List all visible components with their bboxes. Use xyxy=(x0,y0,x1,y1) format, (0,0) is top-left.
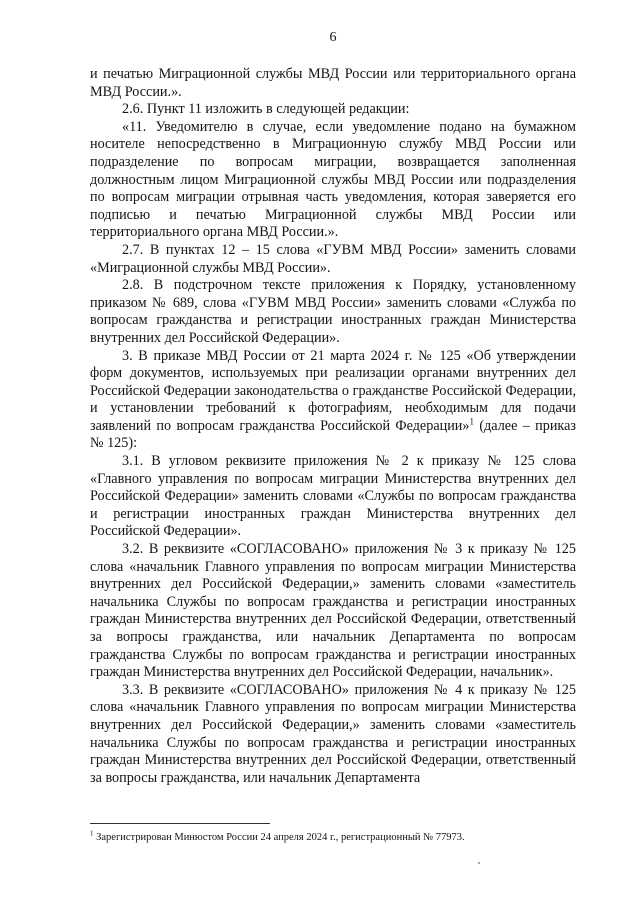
footnote-divider xyxy=(90,823,270,824)
footnote-mark: 1 xyxy=(90,829,94,838)
paragraph-quoted-item-11: «11. Уведомителю в случае, если уведомление подано на бумажном носителе непосредственно в Миграционную службу МВД России или подразделение по вопросам миграции, возвращается заполненная должностным лицом Миграционной службы МВД России или подразделения по вопросам миграции отрывная часть уведомления, которая заверяется его подписью и печатью Миграционной службы МВД России или территориального органа МВД России.». xyxy=(90,118,576,241)
footnote-reference: 1 xyxy=(469,416,474,427)
footnote-text: Зарегистрирован Минюстом России 24 апреля 2024 г., регистрационный № 77973. xyxy=(93,832,465,843)
paragraph-3 xyxy=(90,348,576,454)
scan-speck xyxy=(478,862,480,864)
page-number: 6 xyxy=(329,30,337,45)
paragraph-3-3: 3.3. В реквизите «СОГЛАСОВАНО» приложения № 4 к приказу № 125 слова «начальник Главного управления по вопросам миграции Министерства внутренних дел Российской Федерации,» заменить словами «заместитель начальника Службы по вопросам гражданства и регистрации иностранных граждан Министерства внутренних дел Российской Федерации, ответственный за вопросы гражданства, или начальник Департамента xyxy=(90,681,576,786)
paragraph-2-8: 2.8. В подстрочном тексте приложения к Порядку, установленному приказом № 689, слова «ГУВМ МВД России» заменить словами «Служба по вопросам гражданства и регистрации иностранных граждан Министерства внутренних дел Российской Федерации». xyxy=(90,277,576,346)
paragraph-2-7: 2.7. В пунктах 12 – 15 слова «ГУВМ МВД России» заменить словами «Миграционной службы МВД России». xyxy=(90,241,576,276)
footnote-area xyxy=(90,823,576,844)
paragraph-3-text: 3. В приказе МВД России от 21 марта 2024 г. № 125 «Об утверждении форм документов, используемых при реализации органами внутренних дел Российской Федерации законодательства о гражданстве Российской Федерации, и установлении требований к фотографиям, необходимым для подачи заявлений по вопросам гражданства Российской Федерации» xyxy=(90,347,576,434)
footnote xyxy=(90,831,576,844)
paragraph-3-tail: (далее – приказ № 125): xyxy=(90,417,577,452)
paragraph-3-1: 3.1. В угловом реквизите приложения № 2 к приказу № 125 слова «Главного управления по вопросам миграции Министерства внутренних дел Российской Федерации» заменить словами «Службы по вопросам гражданства и регистрации иностранных граждан Министерства внутренних дел Российской Федерации». xyxy=(90,453,576,540)
paragraph-3-2: 3.2. В реквизите «СОГЛАСОВАНО» приложения № 3 к приказу № 125 слова «начальник Главного управления по вопросам миграции Министерства внутренних дел Российской Федерации,» заменить словами «заместитель начальника Службы по вопросам гражданства и регистрации иностранных граждан Министерства внутренних дел Российской Федерации, ответственный за вопросы гражданства, или начальник Департамента по вопросам гражданства Службы по вопросам гражданства и регистрации иностранных граждан Министерства внутренних дел Российской Федерации, начальник». xyxy=(90,541,576,681)
paragraph-2-6: 2.6. Пункт 11 изложить в следующей редакции: xyxy=(122,101,410,118)
document-body xyxy=(90,66,576,787)
paragraph-continuation: и печатью Миграционной службы МВД России или территориального органа МВД России.». xyxy=(90,66,576,100)
